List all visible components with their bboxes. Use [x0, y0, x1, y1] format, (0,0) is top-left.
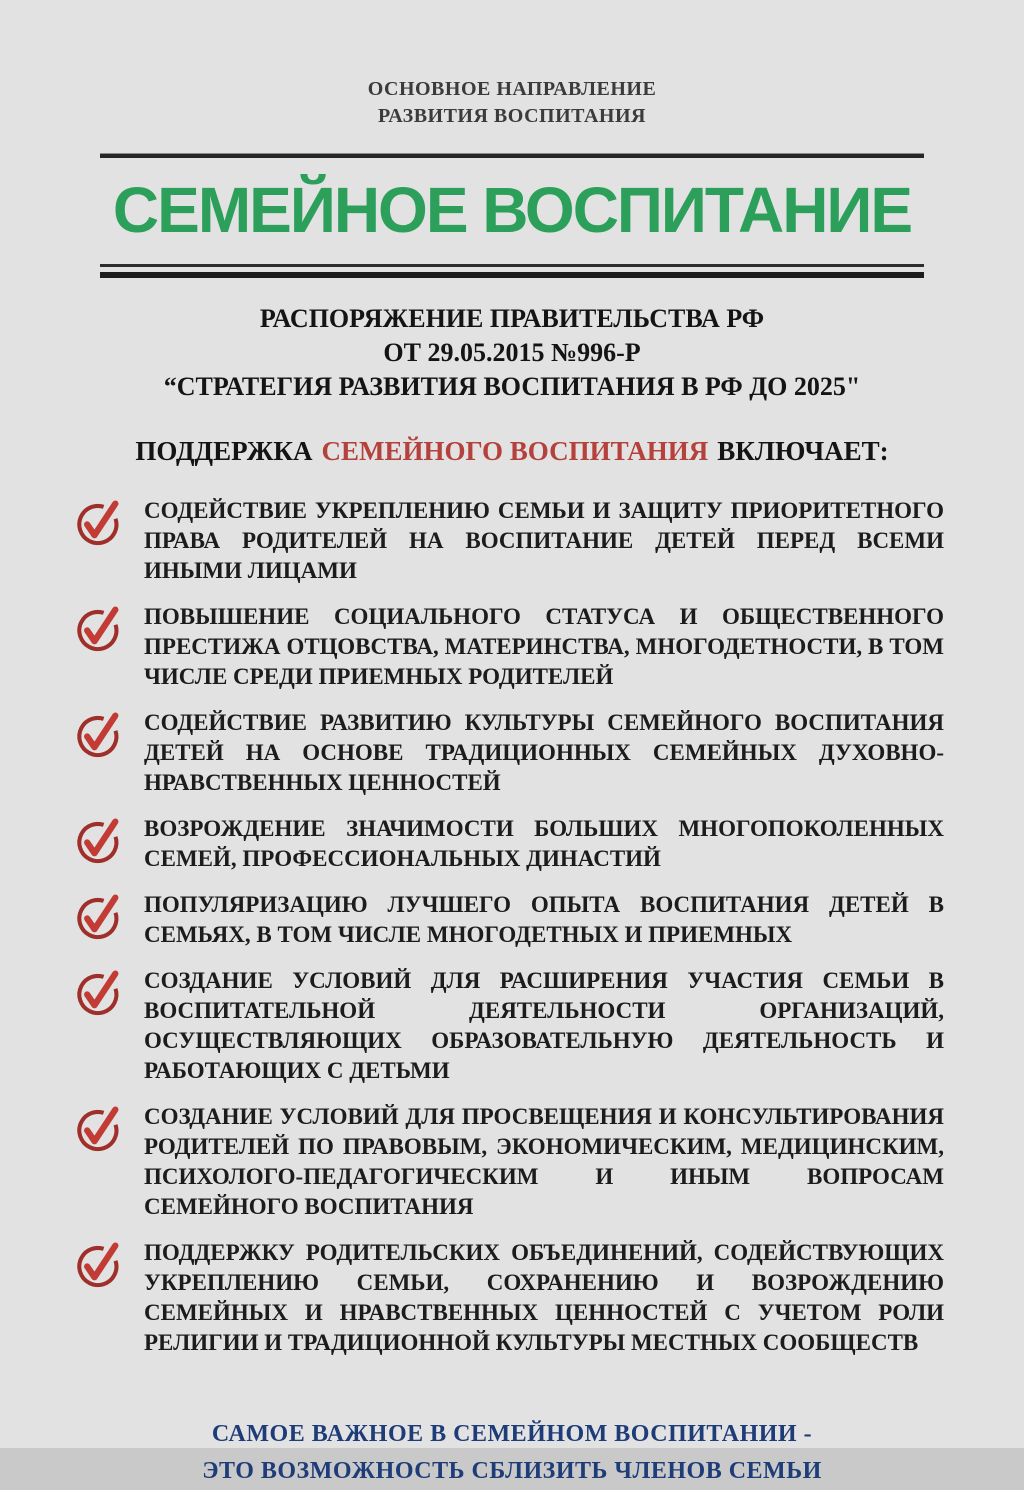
footer-line-1: САМОЕ ВАЖНОЕ В СЕМЕЙНОМ ВОСПИТАНИИ -: [211, 1421, 813, 1447]
check-circle-icon: [72, 810, 126, 866]
list-item-text: СОДЕЙСТВИЕ РАЗВИТИЮ КУЛЬТУРЫ СЕМЕЙНОГО ВОСПИТАНИЯ ДЕТЕЙ НА ОСНОВЕ ТРАДИЦИОННЫХ СЕМЕЙНЫХ ДУХОВНО-НРАВСТВЕННЫХ ЦЕННОСТЕЙ: [144, 710, 944, 795]
decree-line-3: “СТРАТЕГИЯ РАЗВИТИЯ ВОСПИТАНИЯ В РФ ДО 2025": [163, 372, 861, 401]
check-circle-icon: [72, 886, 126, 942]
list-item-text: ПОДДЕРЖКУ РОДИТЕЛЬСКИХ ОБЪЕДИНЕНИЙ, СОДЕЙСТВУЮЩИХ УКРЕПЛЕНИЮ СЕМЬИ, СОХРАНЕНИЮ И ВОЗРОЖДЕНИЮ СЕМЕЙНЫХ И НРАВСТВЕННЫХ ЦЕННОСТЕЙ С УЧЕТОМ РОЛИ РЕЛИГИИ И ТРАДИЦИОННОЙ КУЛЬТУРЫ МЕСТНЫХ СООБЩЕСТВ: [144, 1240, 944, 1355]
list-item-text: ПОПУЛЯРИЗАЦИЮ ЛУЧШЕГО ОПЫТА ВОСПИТАНИЯ ДЕТЕЙ В СЕМЬЯХ, В ТОМ ЧИСЛЕ МНОГОДЕТНЫХ И ПРИЕМНЫХ: [144, 892, 944, 947]
footer-slogan: [0, 1416, 1024, 1490]
check-circle-icon: [72, 962, 126, 1018]
divider-double-thick: [100, 272, 924, 278]
support-heading-prefix: ПОДДЕРЖКА: [135, 436, 313, 466]
support-heading: [60, 434, 964, 468]
list-item-text: СОДЕЙСТВИЕ УКРЕПЛЕНИЮ СЕМЬИ И ЗАЩИТУ ПРИОРИТЕТНОГО ПРАВА РОДИТЕЛЕЙ НА ВОСПИТАНИЕ ДЕТЕЙ ПЕРЕД ВСЕМИ ИНЫМИ ЛИЦАМИ: [144, 498, 944, 583]
checklist: [72, 496, 944, 1358]
check-circle-icon: [72, 704, 126, 760]
list-item: [72, 602, 944, 692]
list-item-text: СОЗДАНИЕ УСЛОВИЙ ДЛЯ РАСШИРЕНИЯ УЧАСТИЯ СЕМЬИ В ВОСПИТАТЕЛЬНОЙ ДЕЯТЕЛЬНОСТИ ОРГАНИЗАЦИЙ, ОСУЩЕСТВЛЯЮЩИХ ОБРАЗОВАТЕЛЬНУЮ ДЕЯТЕЛЬНОСТЬ И РАБОТАЮЩИХ С ДЕТЬМИ: [144, 968, 944, 1083]
check-circle-icon: [72, 1098, 126, 1154]
list-item: [72, 708, 944, 798]
footer-line-2: ЭТО ВОЗМОЖНОСТЬ СБЛИЗИТЬ ЧЛЕНОВ СЕМЬИ: [202, 1458, 822, 1484]
divider-double: [100, 264, 924, 278]
support-heading-highlight: СЕМЕЙНОГО ВОСПИТАНИЯ: [321, 436, 709, 466]
list-item-text: ВОЗРОЖДЕНИЕ ЗНАЧИМОСТИ БОЛЬШИХ МНОГОПОКОЛЕННЫХ СЕМЕЙ, ПРОФЕССИОНАЛЬНЫХ ДИНАСТИЙ: [144, 816, 944, 871]
list-item: [72, 890, 944, 950]
check-circle-icon: [72, 598, 126, 654]
list-item: [72, 1238, 944, 1358]
check-circle-icon: [72, 492, 126, 548]
list-item-text: ПОВЫШЕНИЕ СОЦИАЛЬНОГО СТАТУСА И ОБЩЕСТВЕННОГО ПРЕСТИЖА ОТЦОВСТВА, МАТЕРИНСТВА, МНОГОДЕТНОСТИ, В ТОМ ЧИСЛЕ СРЕДИ ПРИЕМНЫХ РОДИТЕЛЕЙ: [144, 604, 944, 689]
decree-line-1: РАСПОРЯЖЕНИЕ ПРАВИТЕЛЬСТВА РФ: [259, 304, 765, 333]
kicker: [0, 76, 1024, 130]
list-item: [72, 966, 944, 1086]
check-circle-icon: [72, 1234, 126, 1290]
list-item: [72, 1102, 944, 1222]
kicker-line-2: РАЗВИТИЯ ВОСПИТАНИЯ: [378, 105, 646, 127]
support-heading-suffix: ВКЛЮЧАЕТ:: [717, 436, 889, 466]
decree-line-2: ОТ 29.05.2015 №996-Р: [383, 338, 641, 367]
kicker-line-1: ОСНОВНОЕ НАПРАВЛЕНИЕ: [367, 78, 657, 100]
list-item: [72, 814, 944, 874]
page-title: СЕМЕЙНОЕ ВОСПИТАНИЕ: [112, 174, 912, 246]
decree-block: [0, 302, 1024, 404]
divider-top: [100, 154, 924, 158]
list-item: [72, 496, 944, 586]
divider-double-thin: [100, 264, 924, 267]
list-item-text: СОЗДАНИЕ УСЛОВИЙ ДЛЯ ПРОСВЕЩЕНИЯ И КОНСУЛЬТИРОВАНИЯ РОДИТЕЛЕЙ ПО ПРАВОВЫМ, ЭКОНОМИЧЕСКИМ, МЕДИЦИНСКИМ, ПСИХОЛОГО-ПЕДАГОГИЧЕСКИМ И ИНЫМ ВОПРОСАМ СЕМЕЙНОГО ВОСПИТАНИЯ: [144, 1104, 944, 1219]
